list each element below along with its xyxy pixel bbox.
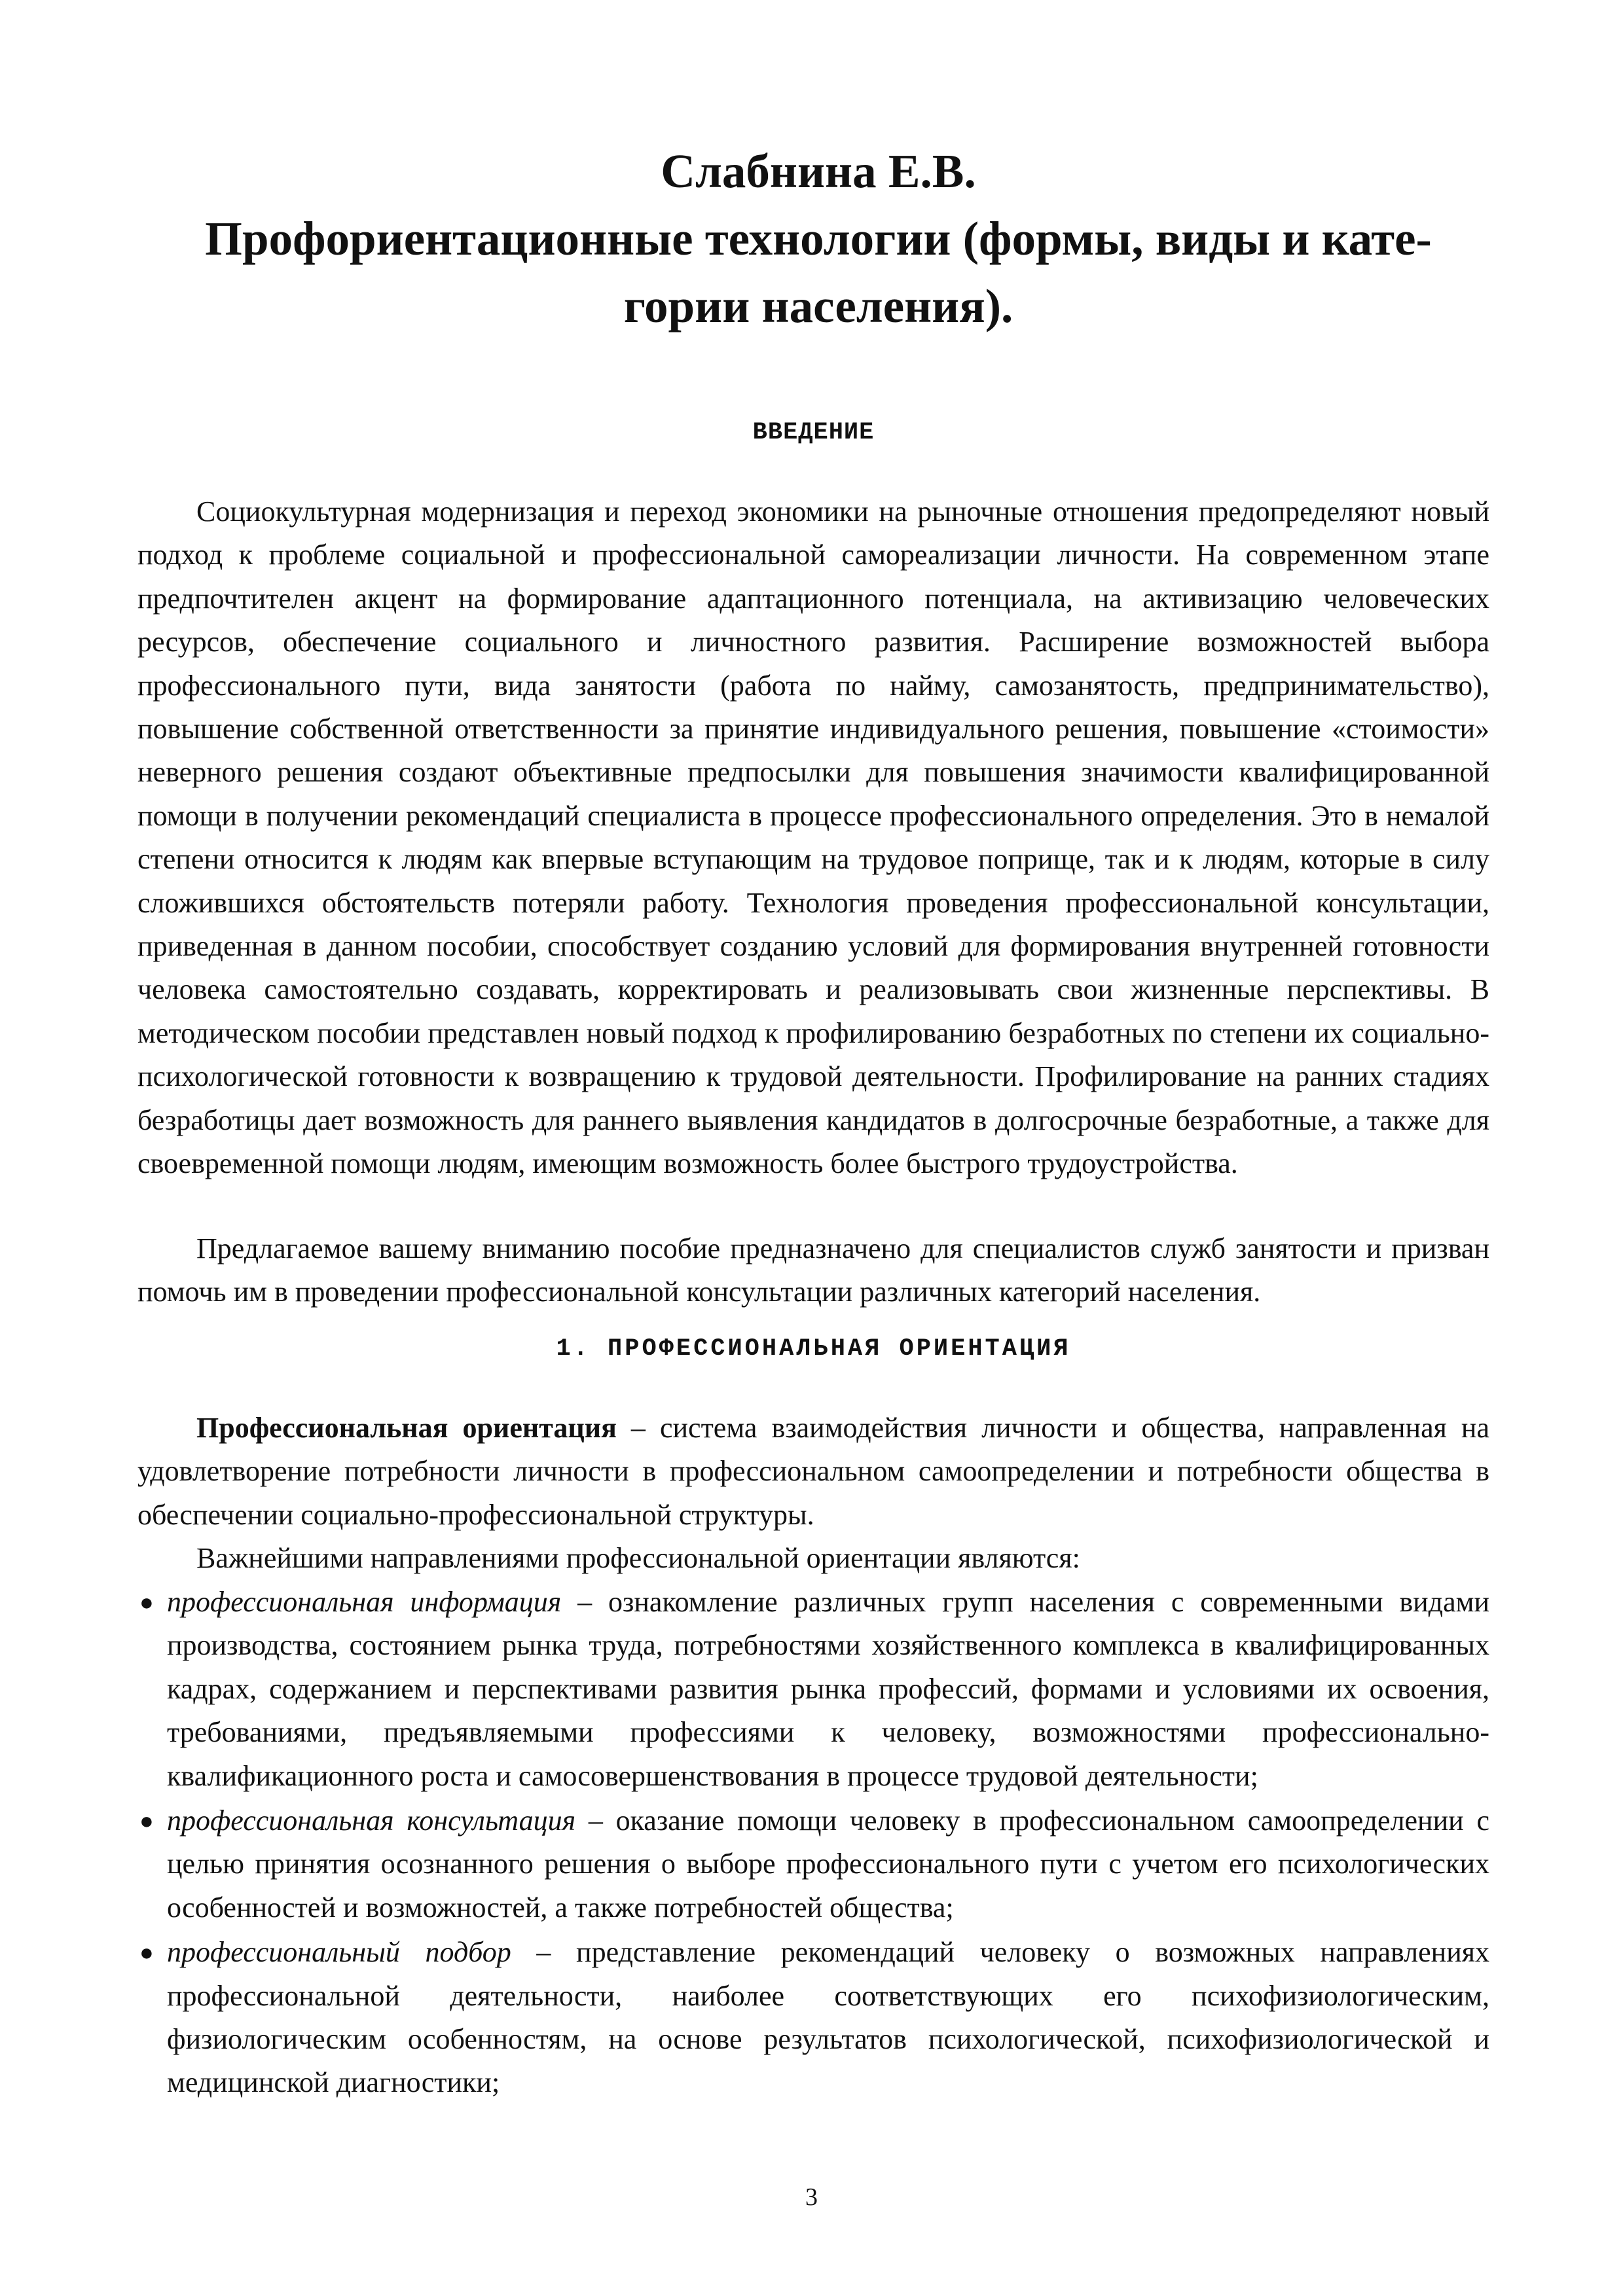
intro-paragraph-2: Предлагаемое вашему вниманию пособие предназначено для специалистов служб занятости и призван помочь им в проведении профессиональной консультации различных категорий населения.	[137, 1232, 1489, 1308]
title-line-3: гории населения).	[623, 279, 1013, 332]
bullet-icon: ●	[139, 1589, 154, 1615]
list-item	[137, 1931, 1489, 2105]
list-item-text: – ознакомление различных групп населения с современными видами производства, состоянием рынка труда, потребностями хозяйственного комплекса в квалифицированных кадрах, содержанием и перспективами развития рынка профессий, формами и условиями их освоения, требованиями, предъявляемыми профессиями к человеку, возможностями профессионально-квалификационного роста и самосовершенствования в процессе трудовой деятельности;	[167, 1586, 1489, 1792]
list-item	[137, 1799, 1489, 1929]
bullet-icon: ●	[139, 1808, 154, 1835]
definition-text: – система взаимодействия личности и общества, направленная на удовлетворение потребности личности в профессиональном самоопределении и потребности общества в обеспечении социально-профессиональной структуры.	[137, 1412, 1489, 1531]
page-number: 3	[805, 2183, 818, 2211]
list-item-term: профессиональный подбор	[167, 1936, 511, 1969]
intro-paragraph-1: Социокультурная модернизация и переход экономики на рыночные отношения предопределяют новый подход к проблеме социальной и профессиональной самореализации личности. На современном этапе предпочтителен акцент на формирование адаптационного потенциала, на активизацию человеческих ресурсов, обеспечение социального и личностного развития. Расширение возможностей выбора профессионального пути, вида занятости (работа по найму, самозанятость, предпринимательство), повышение собственной ответственности за принятие индивидуального решения, повышение «стоимости» неверного решения создают объективные предпосылки для повышения значимости квалифицированной помощи в получении рекомендаций специалиста в процессе профессионального определения. Это в немалой степени относится к людям как впервые вступающим на трудовое поприще, так и к людям, которые в силу сложившихся обстоятельств потеряли работу. Технология проведения профессиональной консультации, приведенная в данном пособии, способствует созданию условий для формирования внутренней готовности человека самостоятельно создавать, корректировать и реализовывать свои жизненные перспективы. В методическом пособии представлен новый подход к профилированию безработных по степени их социально-психологической готовности к возвращению к трудовой деятельности. Профилирование на ранних стадиях безработицы дает возможность для раннего выявления кандидатов в долгосрочные безработные, а также для своевременной помощи людям, имеющим возможность более быстрого трудоустройства.	[137, 495, 1489, 1180]
document-title	[164, 137, 1473, 340]
list-item-term: профессиональная информация	[167, 1586, 562, 1618]
list-item-text: – представление рекомендаций человеку о возможных направлениях профессиональной деятельности, наиболее соответствующих его психофизиологическим, физиологическим особенностям, на основе результатов психологической, психофизиологической и медицинской диагностики;	[167, 1936, 1489, 2099]
list-item-term: профессиональная консультация	[167, 1804, 576, 1837]
list-item	[137, 1581, 1489, 1798]
list-item-text: – оказание помощи человеку в профессиональном самоопределении с целью принятия осознанного решения о выборе профессионального пути с учетом его психологических особенностей и возможностей, а также потребностей общества;	[167, 1804, 1489, 1924]
directions-lead: Важнейшими направлениями профессиональной ориентации являются:	[196, 1542, 1080, 1574]
definition-paragraph	[137, 1407, 1489, 1537]
intro-heading: ВВЕДЕНИЕ	[752, 419, 875, 446]
bullet-icon: ●	[139, 1939, 154, 1966]
directions-list	[137, 1581, 1489, 2106]
title-line-2: Профориентационные технологии (формы, виды и кате-	[205, 212, 1432, 265]
title-author: Слабнина Е.В.	[661, 145, 976, 198]
section-1-heading: 1. ПРОФЕССИОНАЛЬНАЯ ОРИЕНТАЦИЯ	[556, 1335, 1071, 1363]
definition-term: Профессиональная ориентация	[196, 1412, 617, 1444]
